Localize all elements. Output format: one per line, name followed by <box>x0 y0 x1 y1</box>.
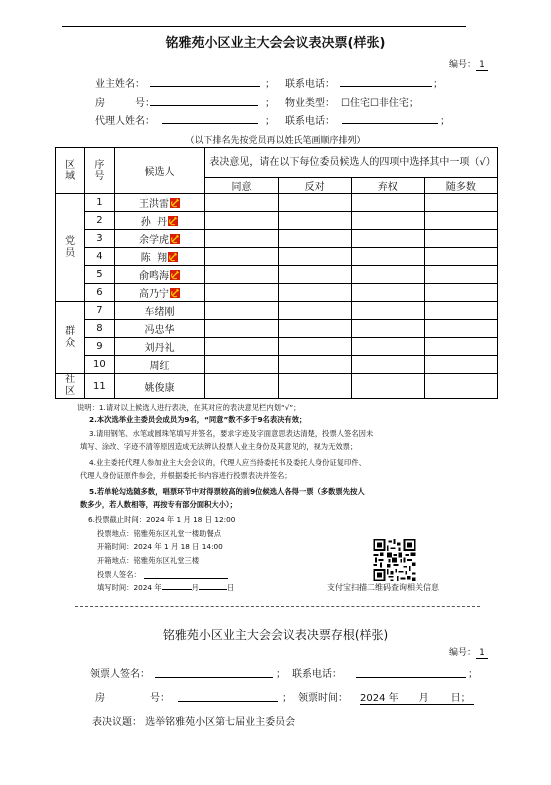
vote-cell-oppose[interactable] <box>278 284 351 302</box>
vote-cell-agree[interactable] <box>205 338 278 356</box>
region-cell: 党员 <box>56 194 85 302</box>
top-rule <box>62 26 466 27</box>
semicolon: ； <box>276 669 286 680</box>
stub-room-label-2: 号： <box>150 693 170 704</box>
stub-room-field[interactable] <box>178 701 278 702</box>
candidate-cell <box>114 374 205 399</box>
stub-receive-time-field[interactable]: 2024 年 月 日； <box>360 689 474 705</box>
vote-cell-follow[interactable] <box>424 212 497 230</box>
region-cell: 社区 <box>56 374 85 399</box>
vote-cell-follow[interactable] <box>424 356 497 374</box>
vote-cell-follow[interactable] <box>424 374 497 399</box>
stub-phone-field[interactable] <box>356 677 466 678</box>
vote-cell-oppose[interactable] <box>278 320 351 338</box>
serial-label: 编号： 1 <box>449 57 488 71</box>
table-row <box>56 284 498 302</box>
vote-cell-oppose[interactable] <box>278 194 351 212</box>
vote-cell-follow[interactable] <box>424 266 497 284</box>
seq-cell: 11 <box>85 374 114 399</box>
stub-receive-time-label: 领票时间： <box>298 693 348 704</box>
semicolon: ； <box>282 693 292 704</box>
property-type-label: 物业类型： <box>285 98 335 109</box>
seq-cell: 5 <box>85 266 114 284</box>
note-4b: 代理人身份证原件参会，并根据委托书内容进行投票表决并签名； <box>80 471 292 480</box>
party-emblem-icon <box>170 288 180 298</box>
header-follow: 随多数 <box>424 178 497 194</box>
candidate-cell <box>114 212 205 230</box>
candidate-cell <box>114 194 205 212</box>
proxy-name-field[interactable] <box>162 123 258 124</box>
note-4a: 4.业主委托代理人参加业主大会会议的，代理人应当持委托书及委托人身份证复印件、 <box>89 458 366 467</box>
semicolon: ； <box>440 116 450 127</box>
note-2: 2.本次选举业主委员会成员为9名，“同意”数不多于9名表决有效； <box>89 415 307 424</box>
signer-field[interactable] <box>144 578 228 579</box>
candidate-cell <box>114 230 205 248</box>
fill-date: 填写时间：2024 年 月 日 <box>97 583 235 592</box>
semicolon: ； <box>265 79 275 90</box>
seq-cell: 1 <box>85 194 114 212</box>
table-row <box>56 266 498 284</box>
stub-serial: 编号： 1 <box>449 645 488 659</box>
voting-place: 投票地点：铭雅苑东区礼堂一楼助餐点 <box>97 529 222 538</box>
vote-cell-agree[interactable] <box>205 248 278 266</box>
note-1: 说明：1.请对以上候选人进行表决，在其对应的表决意见栏内划“√”； <box>77 403 301 412</box>
vote-cell-abstain[interactable] <box>351 266 424 284</box>
vote-cell-oppose[interactable] <box>278 248 351 266</box>
stub-topic: 表决议题： 选举铭雅苑小区第七届业主委员会 <box>92 717 296 728</box>
vote-cell-agree[interactable] <box>205 194 278 212</box>
table-row <box>56 356 498 374</box>
proxy-phone-label: 联系电话： <box>285 116 335 127</box>
vote-cell-abstain[interactable] <box>351 356 424 374</box>
proxy-name-label: 代理人姓名： <box>95 116 155 127</box>
stub-phone-label: 联系电话： <box>292 669 342 680</box>
vote-cell-follow[interactable] <box>424 338 497 356</box>
candidate-name: 俞鸣海 <box>138 271 169 282</box>
seq-cell: 7 <box>85 302 114 320</box>
candidate-name: 余学虎 <box>138 235 169 246</box>
seq-cell: 6 <box>85 284 114 302</box>
table-row <box>56 230 498 248</box>
note-3b: 填写、涂改、字迹不清等原因造成无法辨认投票人业主身份及其意见的，视为无效票； <box>80 442 358 451</box>
vote-cell-oppose[interactable] <box>278 302 351 320</box>
vote-cell-follow[interactable] <box>424 230 497 248</box>
note-3a: 3.请用钢笔、水笔或圆珠笔填写并签名，要求字迹及字面意思表达清楚，投票人签名因未 <box>89 429 374 438</box>
vote-cell-abstain[interactable] <box>351 302 424 320</box>
table-row <box>56 320 498 338</box>
vote-cell-agree[interactable] <box>205 356 278 374</box>
table-caption: （以下排名先按党员再以姓氏笔画顺序排列） <box>185 136 366 146</box>
candidate-cell <box>114 248 205 266</box>
candidate-name: 冯忠华 <box>144 325 175 336</box>
owner-name-label: 业主姓名： <box>95 79 145 90</box>
stub-title: 铭雅苑小区业主大会会议表决票存根(样张) <box>162 628 389 642</box>
party-emblem-icon <box>170 198 180 208</box>
qr-code-icon <box>370 539 419 581</box>
semicolon: ； <box>433 79 443 90</box>
stub-room-label: 房 <box>95 693 105 704</box>
party-emblem-icon <box>170 270 180 280</box>
candidate-name: 王洪雷 <box>138 199 169 210</box>
vote-cell-agree[interactable] <box>205 266 278 284</box>
vote-cell-oppose[interactable] <box>278 266 351 284</box>
candidate-name: 孙 丹 <box>140 217 168 228</box>
candidate-rows <box>56 194 498 399</box>
vote-cell-abstain[interactable] <box>351 374 424 399</box>
vote-cell-abstain[interactable] <box>351 212 424 230</box>
vote-cell-agree[interactable] <box>205 230 278 248</box>
region-cell: 群众 <box>56 302 85 374</box>
seq-cell: 10 <box>85 356 114 374</box>
table-row <box>56 338 498 356</box>
serial-number: 1 <box>476 60 488 71</box>
vote-cell-oppose[interactable] <box>278 374 351 399</box>
seq-cell: 9 <box>85 338 114 356</box>
header-oppose: 反对 <box>278 178 351 194</box>
header-abstain: 弃权 <box>351 178 424 194</box>
candidate-cell <box>114 338 205 356</box>
candidate-cell <box>114 302 205 320</box>
note-5a: 5.若单轮勾选随多数，唱票环节中对得票较高的前9位候选人各得一票（多数票先按人 <box>89 487 365 496</box>
room-label: 房 <box>95 98 105 109</box>
candidate-name: 高乃宁 <box>138 289 169 300</box>
property-type-options[interactable]: ☐住宅☐非住宅； <box>341 98 419 109</box>
candidate-table <box>55 147 498 399</box>
seq-cell: 4 <box>85 248 114 266</box>
candidate-cell <box>114 266 205 284</box>
vote-cell-follow[interactable] <box>424 302 497 320</box>
vote-cell-abstain[interactable] <box>351 284 424 302</box>
count-time: 开箱时间：2024 年 1 月 18 日 14:00 <box>97 542 223 551</box>
header-candidate: 候选人 <box>114 148 205 194</box>
semicolon: ； <box>265 98 275 109</box>
vote-cell-agree[interactable] <box>205 320 278 338</box>
vote-cell-abstain[interactable] <box>351 230 424 248</box>
qr-caption: 支付宝扫描二维码查询相关信息 <box>327 583 439 592</box>
vote-cell-agree[interactable] <box>205 302 278 320</box>
semicolon: ； <box>468 669 478 680</box>
candidate-name: 姚俊康 <box>144 382 175 394</box>
vote-cell-oppose[interactable] <box>278 338 351 356</box>
ballot-title: 铭雅苑小区业主大会会议表决票(样张) <box>165 36 386 51</box>
candidate-cell <box>114 284 205 302</box>
note-5b: 数多少，若人数相等，再按专有部分面积大小）； <box>80 500 237 509</box>
candidate-name: 陈 翔 <box>140 253 168 264</box>
room-field[interactable] <box>150 105 258 106</box>
semicolon: ； <box>265 116 275 127</box>
contact-phone-label: 联系电话： <box>285 79 335 90</box>
party-emblem-icon <box>168 216 178 226</box>
table-row <box>56 212 498 230</box>
room-label-2: 号： <box>135 98 155 109</box>
vote-cell-follow[interactable] <box>424 248 497 266</box>
owner-name-field[interactable] <box>150 86 260 87</box>
vote-cell-agree[interactable] <box>205 374 278 399</box>
seq-cell: 8 <box>85 320 114 338</box>
table-row <box>56 302 498 320</box>
seq-cell: 2 <box>85 212 114 230</box>
header-region: 区域 <box>56 148 85 194</box>
party-emblem-icon <box>170 234 180 244</box>
candidate-cell <box>114 320 205 338</box>
party-emblem-icon <box>168 252 178 262</box>
vote-cell-agree[interactable] <box>205 212 278 230</box>
vote-cell-follow[interactable] <box>424 194 497 212</box>
candidate-name: 刘丹礼 <box>144 343 175 354</box>
vote-cell-oppose[interactable] <box>278 212 351 230</box>
stub-receiver-field[interactable] <box>155 677 273 678</box>
signer-label: 投票人签名： <box>97 570 141 579</box>
table-row <box>56 194 498 212</box>
candidate-name: 车绪刚 <box>144 307 175 318</box>
vote-cell-oppose[interactable] <box>278 356 351 374</box>
seq-cell: 3 <box>85 230 114 248</box>
proxy-phone-field[interactable] <box>342 123 438 124</box>
vote-cell-abstain[interactable] <box>351 248 424 266</box>
deadline: 6.投票截止时间：2024 年 1 月 18 日 12:00 <box>88 515 236 524</box>
contact-phone-field[interactable] <box>340 86 432 87</box>
vote-cell-abstain[interactable] <box>351 320 424 338</box>
vote-cell-follow[interactable] <box>424 284 497 302</box>
cut-line <box>75 606 480 607</box>
vote-cell-agree[interactable] <box>205 284 278 302</box>
vote-cell-abstain[interactable] <box>351 194 424 212</box>
candidate-name: 周红 <box>149 361 170 372</box>
count-place: 开箱地点：铭雅苑东区礼堂三楼 <box>97 556 200 565</box>
header-agree: 同意 <box>205 178 278 194</box>
header-seq: 序号 <box>85 148 114 194</box>
vote-cell-follow[interactable] <box>424 320 497 338</box>
candidate-cell <box>114 356 205 374</box>
table-row <box>56 374 498 399</box>
stub-receiver-label: 领票人签名： <box>90 669 150 680</box>
vote-cell-oppose[interactable] <box>278 230 351 248</box>
table-row <box>56 248 498 266</box>
header-opinion: 表决意见，请在以下每位委员候选人的四项中选择其中一项（√） <box>205 148 498 178</box>
vote-cell-abstain[interactable] <box>351 338 424 356</box>
